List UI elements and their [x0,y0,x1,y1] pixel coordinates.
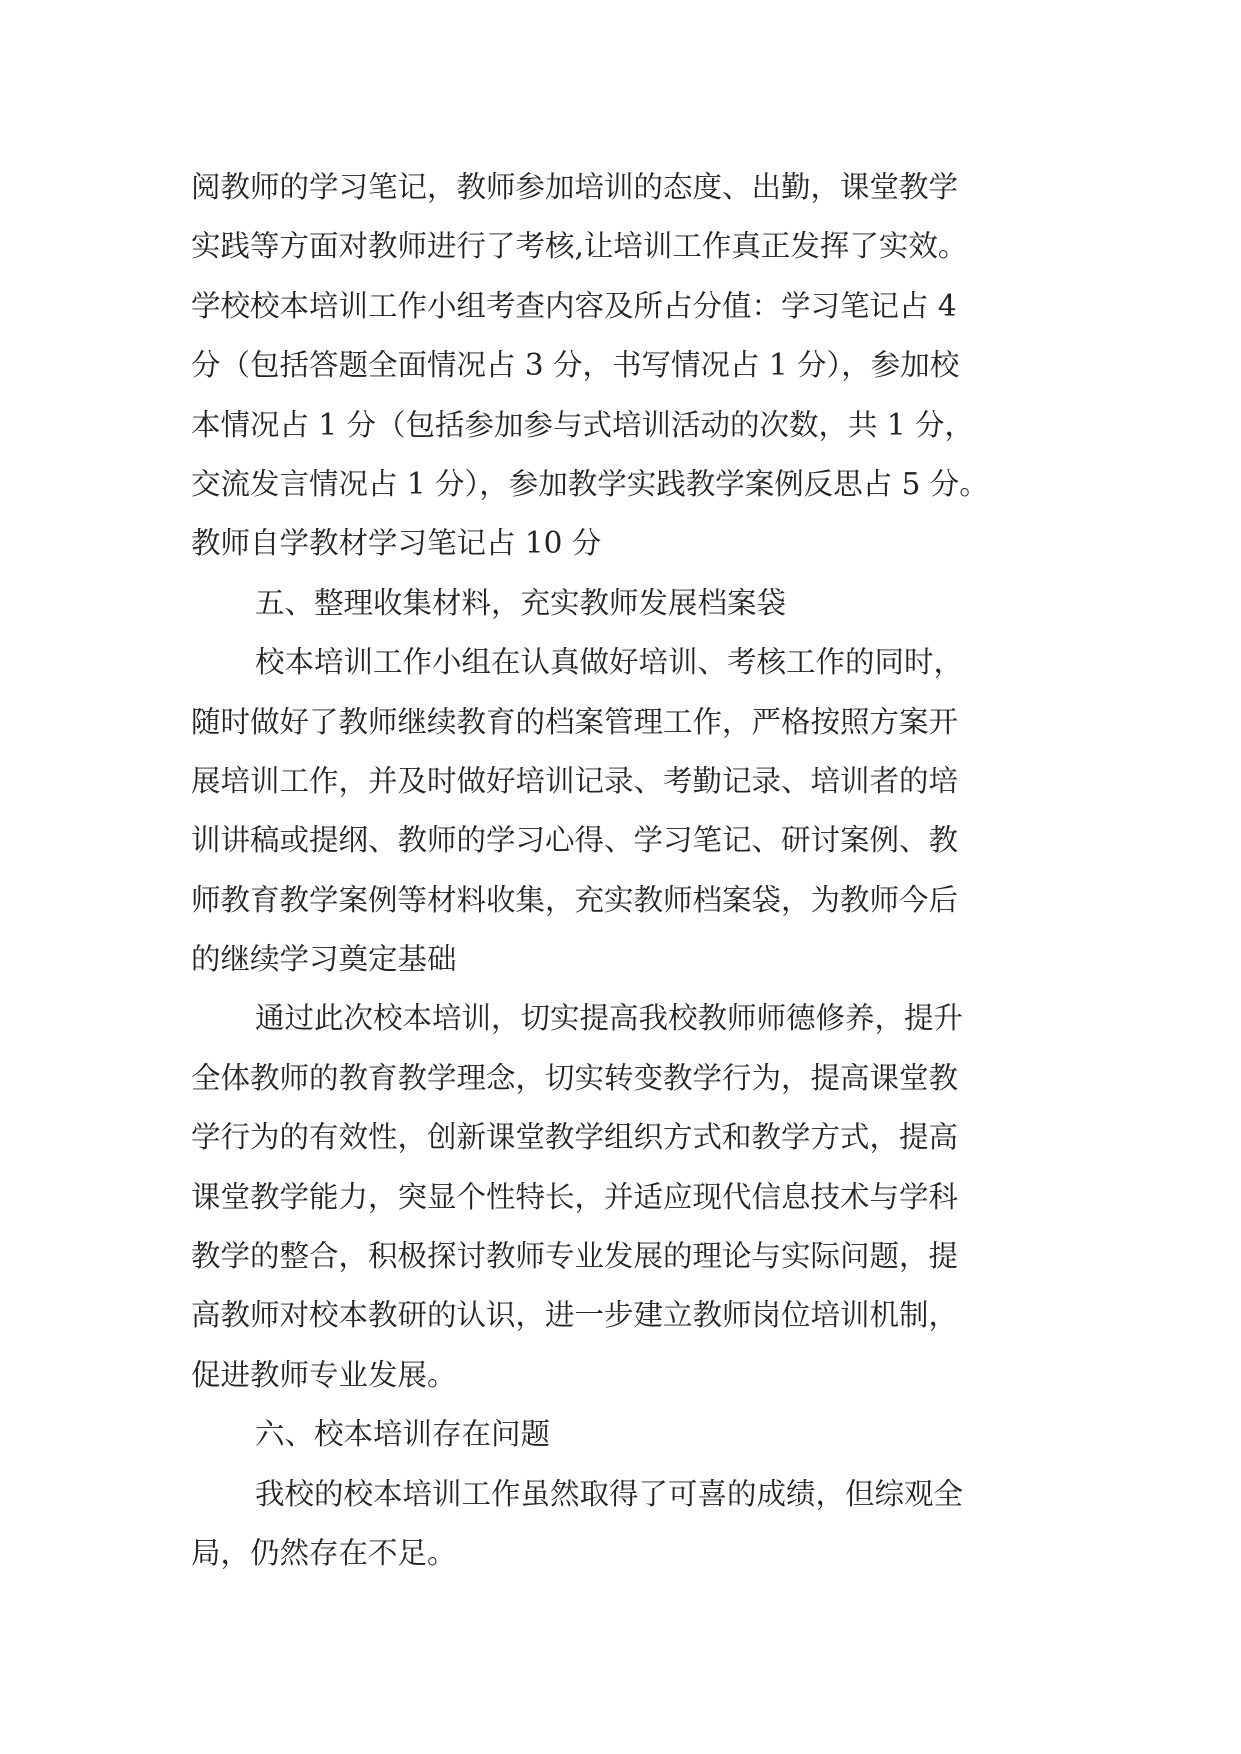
document-body [191,158,1071,1583]
paragraph-start: 我校的校本培训工作虽然取得了可喜的成绩，但综观全 [255,1476,964,1511]
paragraph-start: 通过此次校本培训，切实提高我校教师师德修养，提升 [255,1001,964,1036]
text-line: 全体教师的教育教学理念，切实转变教学行为，提高课堂教 [191,1060,959,1095]
text-line: 训讲稿或提纲、教师的学习心得、学习笔记、研讨案例、教 [191,823,959,858]
section-heading-5: 五、整理收集材料，充实教师发展档案袋 [255,585,787,620]
text-line: 师教育教学案例等材料收集，充实教师档案袋，为教师今后 [191,882,959,917]
text-line: 交流发言情况占 1 分），参加教学实践教学案例反思占 5 分。 [191,466,989,501]
text-line: 促进教师专业发展。 [191,1357,457,1392]
text-line: 课堂教学能力，突显个性特长，并适应现代信息技术与学科 [191,1179,959,1214]
text-line: 分（包括答题全面情况占 3 分，书写情况占 1 分），参加校 [191,348,960,383]
section-heading-6: 六、校本培训存在问题 [255,1417,551,1452]
text-line: 局，仍然存在不足。 [191,1535,457,1570]
text-line: 学校校本培训工作小组考查内容及所占分值：学习笔记占 4 [191,288,957,323]
text-line: 本情况占 1 分（包括参加参与式培训活动的次数，共 1 分， [191,407,975,442]
text-line: 高教师对校本教研的认识，进一步建立教师岗位培训机制， [191,1298,959,1333]
text-line: 的继续学习奠定基础 [191,942,457,977]
text-line: 学行为的有效性，创新课堂教学组织方式和教学方式，提高 [191,1120,959,1155]
text-line: 展培训工作，并及时做好培训记录、考勤记录、培训者的培 [191,763,959,798]
text-line: 教学的整合，积极探讨教师专业发展的理论与实际问题，提 [191,1239,959,1274]
paragraph-start: 校本培训工作小组在认真做好培训、考核工作的同时， [255,645,964,680]
text-line: 实践等方面对教师进行了考核,让培训工作真正发挥了实效。 [191,229,968,264]
text-line: 阅教师的学习笔记，教师参加培训的态度、出勤，课堂教学 [191,170,959,204]
text-line: 随时做好了教师继续教育的档案管理工作，严格按照方案开 [191,704,959,739]
text-line: 教师自学教材学习笔记占 10 分 [191,526,602,561]
